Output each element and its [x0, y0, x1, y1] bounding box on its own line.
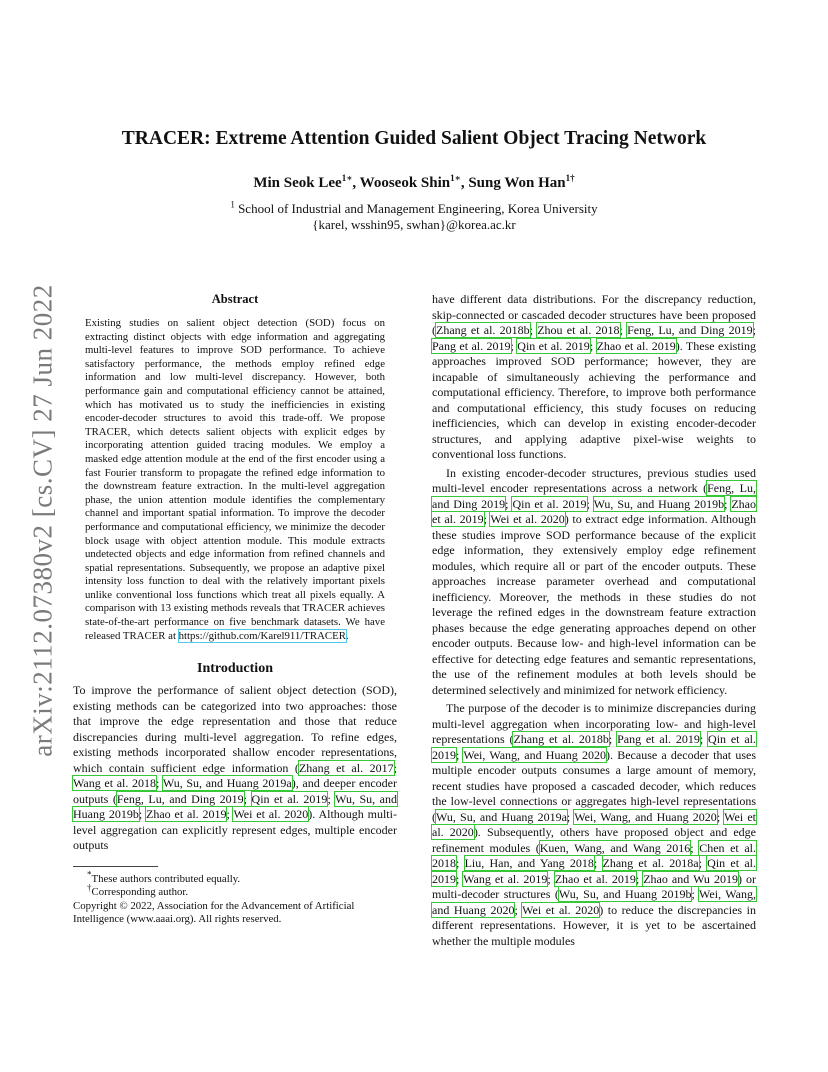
citation-link[interactable]: Wang et al. 2019 — [463, 871, 548, 886]
citation-link[interactable]: Chen et al. 2018 — [432, 840, 756, 870]
paragraph-text: ; — [226, 807, 234, 822]
paragraph-text: ; — [547, 871, 555, 886]
paragraph-text: ; — [691, 887, 700, 901]
citation-link[interactable]: Zhao et al. 2019 — [596, 338, 676, 353]
paragraph-text: ; — [327, 791, 336, 806]
affiliation — [0, 201, 828, 233]
citation-link[interactable]: Wu, Su, and Huang 2019b — [73, 791, 397, 822]
paragraph-text: ). Because a decoder that uses multiple encoder outputs consumes a large amount of memory, recent studies have proposed a cascaded decoder, which reduces the low-level connections or aggregates high-level representations ( — [432, 747, 756, 824]
intro-paragraph-1 — [73, 683, 397, 854]
intro-paragraph-1-continued — [432, 292, 756, 463]
citation-link[interactable]: Wang et al. 2018 — [73, 776, 157, 791]
paragraph-text: ; — [690, 840, 700, 855]
affiliation-mark: 1 — [230, 199, 235, 210]
author-mark: 1∗ — [341, 173, 353, 183]
author-emails: {karel, wsshin95, swhan}@korea.ac.kr — [312, 217, 516, 232]
citation-link[interactable]: Zhang et al. 2018b — [513, 732, 609, 746]
citation-link[interactable]: Wei et al. 2020 — [233, 807, 309, 822]
paragraph-text: ; — [593, 856, 603, 870]
intro-paragraph-2 — [432, 466, 756, 699]
github-link[interactable]: https://github.com/Karel911/TRACER — [178, 629, 346, 642]
citation-link[interactable]: Qin et al. 2019 — [517, 338, 590, 353]
citation-link[interactable]: Wei, Wang, and Huang 2020 — [432, 887, 756, 917]
paragraph-text: ; — [586, 496, 594, 511]
paragraph-text: ; — [510, 338, 518, 353]
citation-link[interactable]: Wu, Su, and Huang 2019a — [162, 776, 292, 791]
paragraph-text: ; — [566, 809, 575, 824]
affiliation-line: School of Industrial and Management Engineering, Korea University — [238, 201, 598, 216]
paragraph-text: ; — [529, 323, 538, 337]
author-name: Sung Won Han — [468, 175, 566, 191]
citation-link[interactable]: Zhao et al. 2019 — [146, 807, 227, 822]
citation-link[interactable]: Feng, Lu, and Ding 2019 — [432, 481, 756, 511]
citation-link[interactable]: Wei et al. 2020 — [490, 512, 565, 526]
paragraph-text: ; — [483, 512, 491, 526]
citation-link[interactable]: Wei, Wang, and Huang 2020 — [574, 809, 717, 824]
citation-link[interactable]: Kuen, Wang, and Wang 2016 — [539, 840, 691, 855]
paragraph-text: ; — [138, 807, 146, 822]
citation-link[interactable]: Wei, Wang, and Huang 2020 — [463, 747, 606, 762]
footnote — [73, 882, 397, 900]
paragraph-text: ). Subsequently, others have proposed object and edge refinement modules ( — [432, 825, 756, 855]
citation-link[interactable]: Wu, Su, and Huang 2019a — [436, 809, 567, 824]
citation-link[interactable]: Zhao et al. 2019 — [554, 871, 636, 886]
intro-paragraph-3 — [432, 701, 756, 949]
footnote-mark: * — [87, 869, 92, 880]
footnote-text: Corresponding author. — [91, 886, 189, 899]
paragraph-text: The purpose of the decoder is to minimize discrepancies during multi-level aggregation when incorporating low- and high-level representations ( — [432, 701, 756, 746]
abstract-text: Existing studies on salient object detection (SOD) focus on extracting distinct objects with edge information and aggregating multi-level features to improve SOD performance. To achieve satisfactory performance, the methods employ refined edge information and low multi-level discrepancy. However, both performance gain and computational efficiency cannot be attained, which has motivated us to study the inefficiencies in existing encoder-decoder structures to avoid this trade-off. We propose TRACER, which detects salient objects with explicit edges by incorporating attention guided tracing modules. We employ a masked edge attention module at the end of the first encoder using a fast Fourier transform to propagate the refined edge information to the downstream feature extraction. In the multi-level aggregation phase, the union attention module identifies the complementary channel and important spatial information. To improve the decoder performance and computational efficiency, we minimize the decoder block usage with object attention module. This module extracts undetected objects and edge information from refined channels and spatial representations. Subsequently, we propose an adaptive pixel intensity loss function to deal with the relatively important pixels unlike conventional loss functions which treat all pixels equally. A comparison with 13 existing methods reveals that TRACER achieves state-of-the-art performance on five benchmark datasets. We have released TRACER at — [85, 317, 385, 642]
abstract-heading: Abstract — [211, 292, 259, 306]
author-name: Wooseok Shin — [359, 175, 451, 191]
paragraph-text: ; — [635, 871, 644, 886]
footnote-mark: † — [87, 882, 92, 893]
paragraph-text: ) to extract edge information. Although these studies improve SOD performance because of the explicit edge information, they extensively employ edge refinement modules, which require all or part of the encoder outputs. These approaches increase parameter overhead and computational inefficiency. Moreover, the methods in these studies do not leverage the refined edges in the downstream feature extraction phases because the edge generating approaches depend on other encoder outputs. Because low- and high-level information can be effective for detecting edge features and semantic representations, the use of the refinement modules at both levels should be determined selectively and minimized for network efficiency. — [432, 512, 756, 697]
paragraph-text: ; — [699, 732, 709, 746]
paragraph-text: ; — [608, 732, 618, 746]
citation-link[interactable]: Liu, Han, and Yang 2018 — [464, 856, 594, 870]
citation-link[interactable]: Pang et al. 2019 — [432, 338, 511, 353]
citation-link[interactable]: Pang et al. 2019 — [617, 732, 700, 746]
paragraph-text: ; — [505, 496, 513, 511]
left-column — [73, 292, 397, 927]
paragraph-text: ; — [589, 338, 597, 353]
paragraph-text: ; — [752, 323, 756, 337]
paragraph-text: ; — [514, 902, 523, 917]
paragraph-text: ), and deeper encoder outputs ( — [73, 776, 397, 806]
paper-title: TRACER: Extreme Attention Guided Salient Object Tracing Network — [121, 128, 707, 149]
paragraph-text: ) to reduce the discrepancies in different representations. However, it is yet to be ascertained whether the multiple modules — [432, 902, 756, 948]
paragraph-text: In existing encoder-decoder structures, previous studies used multi-level encoder representations across a network ( — [432, 465, 756, 495]
paragraph-text: ; — [393, 760, 397, 775]
footnote — [73, 869, 397, 887]
paragraph-text: ) or multi-decoder structures ( — [432, 871, 757, 901]
footnote-divider — [73, 866, 158, 867]
author-list: Min Seok Lee$^{1∗}$, Wooseok Shin$^{1∗}$, Sung Won Han$^{1\dagger}$ — [253, 173, 575, 191]
footnote-text: These authors contributed equally. — [91, 872, 241, 885]
citation-link[interactable]: Feng, Lu, and Ding 2019 — [116, 791, 244, 806]
citation-link[interactable]: Zhou et al. 2018 — [537, 323, 620, 337]
introduction-heading: Introduction — [197, 661, 273, 677]
paragraph-text: ; — [456, 747, 464, 762]
paragraph-text: ; — [456, 856, 465, 870]
citation-link[interactable]: Wu, Su, and Huang 2019b — [558, 887, 692, 901]
arxiv-stamp — [22, 270, 64, 770]
copyright-notice: Copyright © 2022, Association for the Advancement of Artificial Intelligence (www.aaai.org). All rights reserved. — [73, 899, 355, 926]
abstract-body — [85, 317, 385, 643]
paragraph-text: ; — [698, 856, 708, 870]
citation-link[interactable]: Qin et al. 2019 — [432, 856, 756, 886]
author-mark: 1∗ — [450, 173, 461, 183]
citation-link[interactable]: Wu, Su, and Huang 2019b — [593, 496, 725, 511]
citation-link[interactable]: Wei et al. 2020 — [522, 902, 600, 917]
paragraph-text: ). These existing approaches improved SOD performance; however, they are incapable of simultaneously achieving the performance and computational efficiency. Therefore, to improve both performance and computational efficiency, this study focuses on reducing inefficiencies, which can develop in existing encoder-decoder structures, and applying adaptive pixel-wise weights to conventional loss functions. — [432, 338, 756, 461]
paragraph-text: ; — [456, 871, 464, 886]
citation-link[interactable]: Zhang et al. 2018b — [436, 323, 530, 337]
author-mark: 1† — [565, 173, 575, 183]
paragraph-text: ; — [716, 809, 725, 824]
paragraph-text: ; — [724, 496, 732, 511]
citation-link[interactable]: Qin et al. 2019 — [512, 496, 587, 511]
paragraph-text: have different data distributions. For the discrepancy reduction, skip-connected or cascaded decoder structures have been proposed ( — [432, 292, 756, 337]
paragraph-text: To improve the performance of salient object detection (SOD), existing methods can be categorized into two approaches: those that improve the edge representation and those that reduce discrepancies during multi-level aggregation. To refine edges, existing methods incorporated shallow encoder representations, which contain sufficient edge information ( — [73, 683, 397, 775]
paragraph-text: ; — [619, 323, 628, 337]
paragraph-text: ; — [243, 791, 252, 806]
arxiv-stamp-text: arXiv:2112.07380v2 [cs.CV] 27 Jun 2022 — [27, 283, 58, 757]
citation-link[interactable]: Zhao et al. 2019 — [432, 496, 756, 526]
citation-link[interactable]: Zhao and Wu 2019 — [643, 871, 738, 886]
paragraph-text: ). Although multi-level aggregation can explicitly represent edges, multiple encoder outputs — [73, 807, 397, 853]
citation-link[interactable]: Zhang et al. 2018a — [602, 856, 699, 870]
paragraph-text: ; — [156, 776, 163, 791]
citation-link[interactable]: Wei et al. 2020 — [432, 809, 756, 839]
right-column — [432, 292, 756, 949]
citation-link[interactable]: Qin et al. 2019 — [432, 732, 756, 762]
abstract-end: . — [345, 629, 349, 642]
citation-link[interactable]: Feng, Lu, and Ding 2019 — [627, 323, 753, 337]
author-name: Min Seok Lee — [253, 175, 342, 191]
citation-link[interactable]: Zhang et al. 2017 — [298, 760, 394, 775]
citation-link[interactable]: Qin et al. 2019 — [251, 791, 328, 806]
